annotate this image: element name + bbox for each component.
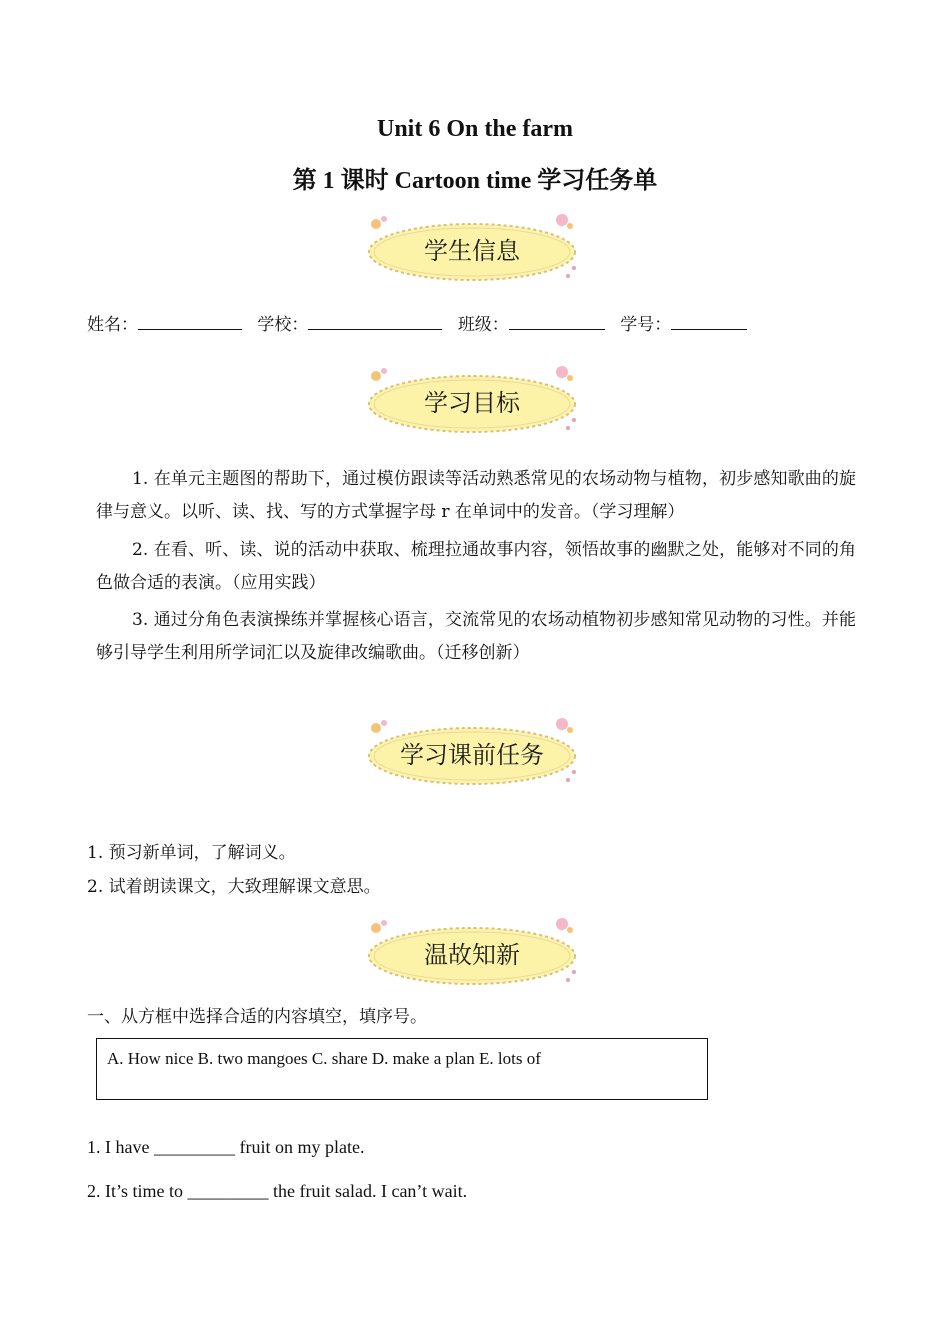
question-1: 1. I have _________ fruit on my plate. [87,1137,365,1157]
page-subtitle: 第 1 课时 Cartoon time 学习任务单 [292,168,658,194]
options-text: A. How nice B. two mangoes C. share D. make a plan E. lots of [107,1049,541,1068]
school-field[interactable] [308,313,442,330]
page-title: Unit 6 On the farm [377,116,573,142]
section-badge-objectives [362,364,582,438]
section-badge-preview [362,716,582,790]
section-title: 温故知新 [424,941,520,969]
section-title: 学习课前任务 [400,741,544,769]
preview-task-1: 1. 预习新单词，了解词义。 [87,843,296,863]
section-badge-student-info [362,212,582,286]
options-box [96,1038,708,1100]
class-label: 班级： [457,315,509,335]
review-instruction: 一、从方框中选择合适的内容填空，填序号。 [87,1007,427,1027]
section-badge-review [362,916,582,990]
preview-task-2: 2. 试着朗读课文，大致理解课文意思。 [87,877,381,897]
student-info-row [87,313,757,336]
name-label: 姓名： [87,315,138,335]
objective-1: 1. 在单元主题图的帮助下，通过模仿跟读等活动熟悉常见的农场动物与植物，初步感知歌曲的旋律与意义。以听、读、找、写的方式掌握字母 r 在单词中的发音。（学习理解） [96,469,856,522]
name-field[interactable] [138,313,242,330]
objective-2: 2. 在看、听、读、说的活动中获取、梳理拉通故事内容，领悟故事的幽默之处，能够对不同的角色做合适的表演。（应用实践） [96,540,856,593]
class-field[interactable] [509,313,605,330]
school-label: 学校： [257,315,309,335]
section-title: 学生信息 [424,237,520,265]
number-field[interactable] [671,313,747,330]
question-2: 2. It’s time to _________ the fruit salad. I can’t wait. [87,1181,468,1201]
section-title: 学习目标 [424,389,520,417]
objective-3: 3. 通过分角色表演操练并掌握核心语言，交流常见的农场动植物初步感知常见动物的习性。并能够引导学生利用所学词汇以及旋律改编歌曲。（迁移创新） [96,610,856,663]
number-label: 学号： [620,315,672,335]
